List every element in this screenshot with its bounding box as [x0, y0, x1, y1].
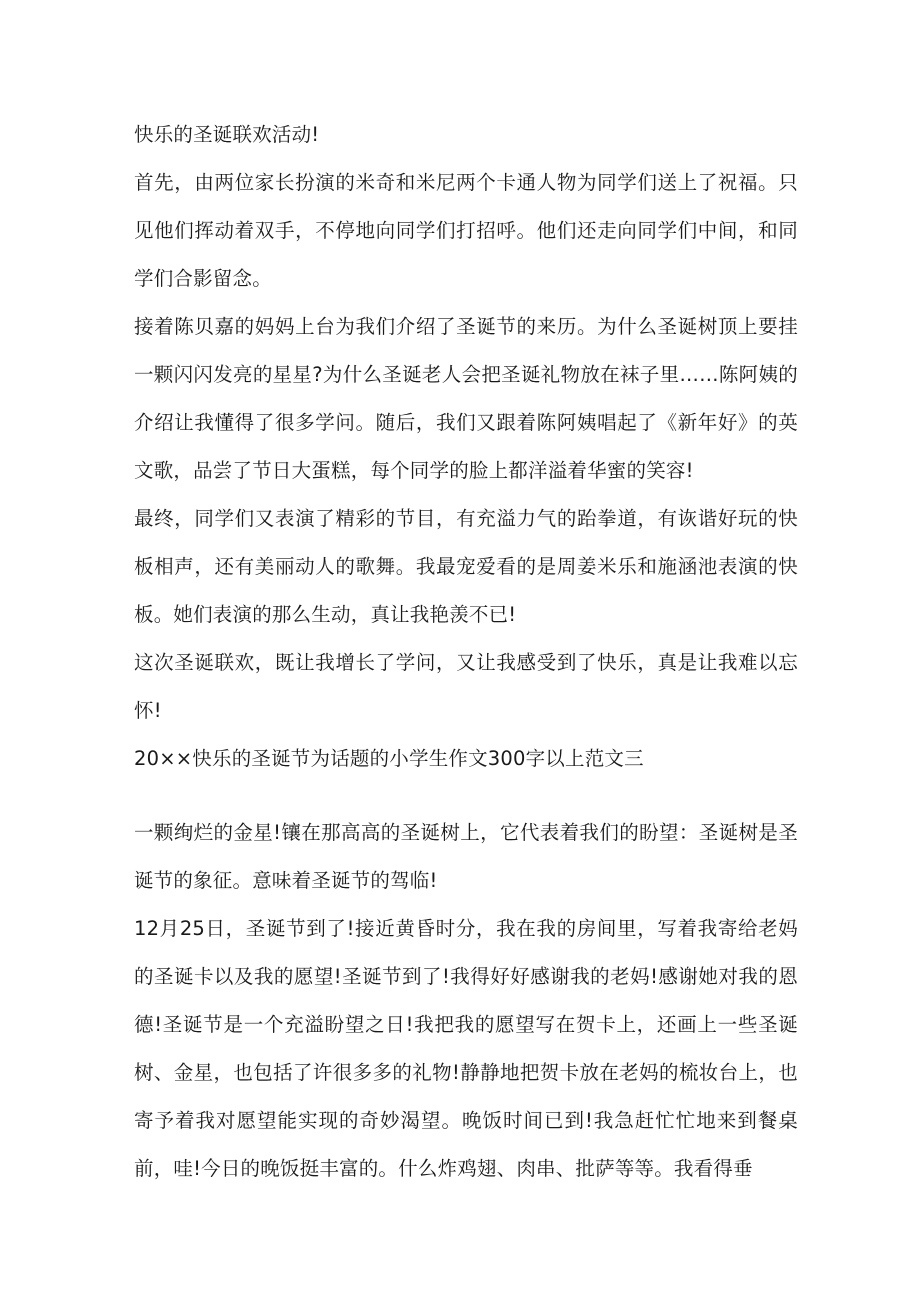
paragraph: 12月25日，圣诞节到了!接近黄昏时分，我在我的房间里，写着我寄给老妈的圣诞卡以及我的愿望!圣诞节到了!我得好好感谢我的老妈!感谢她对我的恩德!圣诞节是一个充溢盼望之日!我把我的愿望写在贺卡上，还画上一些圣诞树、金星，也包括了许很多多的礼物!静静地把贺卡放在老妈的梳妆台上，也寄予着我对愿望能实现的奇妙渴望。晚饭时间已到!我急赶忙忙地来到餐桌前，哇!今日的晚饭挺丰富的。什么炸鸡翅、肉串、批萨等等。我看得垂	[134, 917, 798, 1180]
paragraph-title-line: 快乐的圣诞联欢活动!	[134, 123, 320, 146]
paragraph: 最终，同学们又表演了精彩的节目，有充溢力气的跆拳道，有诙谐好玩的快板相声，还有美丽动人的歌舞。我最宠爱看的是周姜米乐和施涵池表演的快板。她们表演的那么生动，真让我艳羡不已!	[134, 507, 798, 626]
section-heading: 20××快乐的圣诞节为话题的小学生作文300字以上范文三	[134, 747, 644, 770]
paragraph: 这次圣诞联欢，既让我增长了学问，又让我感受到了快乐，真是让我难以忘怀!	[134, 651, 798, 722]
heading-spacer	[134, 783, 798, 809]
paragraph: 一颗绚烂的金星!镶在那高高的圣诞树上，它代表着我们的盼望：圣诞树是圣诞节的象征。意味着圣诞节的驾临!	[134, 821, 798, 892]
paragraph: 首先，由两位家长扮演的米奇和米尼两个卡通人物为同学们送上了祝福。只见他们挥动着双手，不停地向同学们打招呼。他们还走向同学们中间，和同学们合影留念。	[134, 171, 798, 290]
paragraph: 接着陈贝嘉的妈妈上台为我们介绍了圣诞节的来历。为什么圣诞树顶上要挂一颗闪闪发亮的星星?为什么圣诞老人会把圣诞礼物放在袜子里……陈阿姨的介绍让我懂得了很多学问。随后，我们又跟着陈阿姨唱起了《新年好》的英文歌，品尝了节日大蛋糕，每个同学的脸上都洋溢着华蜜的笑容!	[134, 315, 798, 482]
